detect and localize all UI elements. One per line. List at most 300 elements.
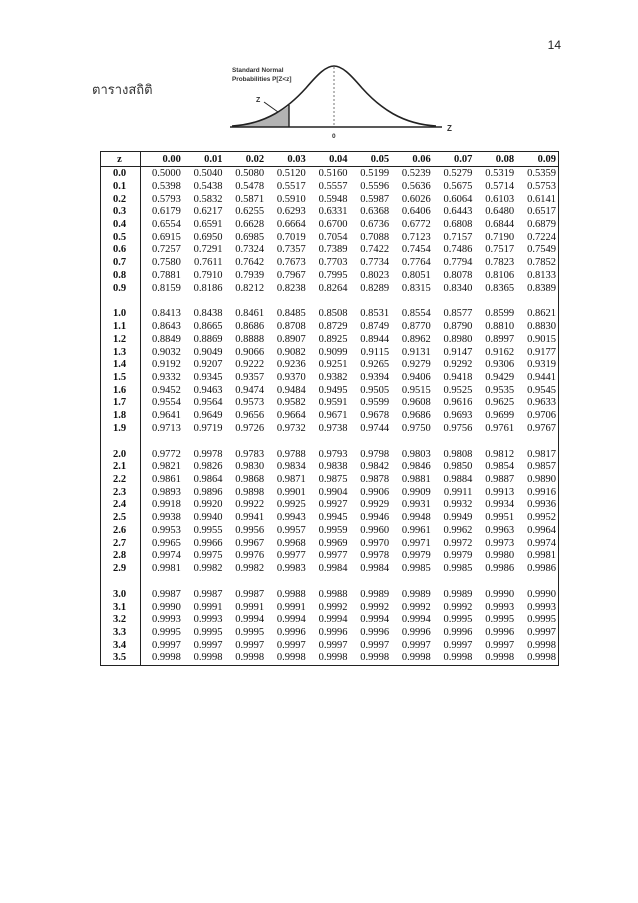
probability-cell: 0.9826 <box>193 461 223 473</box>
probability-cell: 0.9946 <box>360 512 390 524</box>
probability-cell: 0.5438 <box>193 181 223 193</box>
probability-cell: 0.5596 <box>360 181 390 193</box>
probability-cell: 0.9812 <box>485 448 515 460</box>
table-row <box>101 627 559 640</box>
z-table <box>100 151 559 666</box>
probability-cell: 0.9738 <box>318 422 348 434</box>
probability-cell: 0.9345 <box>193 371 223 383</box>
probability-cell: 0.9996 <box>443 626 473 638</box>
z-value-label: Z <box>256 97 261 104</box>
probability-cell: 0.5080 <box>235 168 265 180</box>
probability-cell: 0.9131 <box>401 346 431 358</box>
probability-cell: 0.9750 <box>401 422 431 434</box>
probability-cell: 0.9936 <box>527 499 556 511</box>
probability-cell: 0.6808 <box>443 219 473 231</box>
z-value-cell: 2.8 <box>101 550 141 563</box>
probability-cell: 0.9744 <box>360 422 390 434</box>
probability-cell: 0.8962 <box>401 333 431 345</box>
probability-cell: 0.6772 <box>401 219 431 231</box>
probability-cell: 0.9979 <box>443 550 473 562</box>
probability-cell: 0.9394 <box>360 371 390 383</box>
probability-cell: 0.7642 <box>235 257 265 269</box>
table-row <box>101 512 559 525</box>
probability-cell: 0.8577 <box>443 308 473 320</box>
probability-cell: 0.9525 <box>443 384 473 396</box>
probability-cell: 0.9332 <box>151 371 181 383</box>
header-col: 0.08 <box>474 152 516 167</box>
probability-cell: 0.9251 <box>318 359 348 371</box>
probability-cell: 0.9990 <box>151 601 181 613</box>
probability-cell: 0.9993 <box>151 614 181 626</box>
table-row <box>101 652 559 665</box>
probability-cell: 0.9985 <box>401 562 431 574</box>
header-col: 0.01 <box>183 152 225 167</box>
probability-cell: 0.9452 <box>151 384 181 396</box>
probability-cell: 0.7703 <box>318 257 348 269</box>
probability-cell: 0.9162 <box>485 346 515 358</box>
probability-cell: 0.8554 <box>401 308 431 320</box>
probability-cell: 0.8830 <box>527 321 556 333</box>
probability-cell: 0.8238 <box>276 282 306 294</box>
probability-cell: 0.9996 <box>318 626 348 638</box>
probability-cell: 0.5557 <box>318 181 348 193</box>
probability-cell: 0.5910 <box>276 193 306 205</box>
probability-cell: 0.9382 <box>318 371 348 383</box>
table-row <box>101 193 559 206</box>
table-row <box>101 499 559 512</box>
probability-cell: 0.6700 <box>318 219 348 231</box>
probability-cell: 0.8289 <box>360 282 390 294</box>
probability-cell: 0.8159 <box>151 282 181 294</box>
z-value-cell: 3.4 <box>101 639 141 652</box>
probability-cell: 0.9207 <box>193 359 223 371</box>
probability-cell: 0.9099 <box>318 346 348 358</box>
probability-cell: 0.9429 <box>485 371 515 383</box>
probability-cell: 0.9798 <box>360 448 390 460</box>
probability-cell: 0.9147 <box>443 346 473 358</box>
probability-cell: 0.7486 <box>443 244 473 256</box>
probability-cell: 0.7454 <box>401 244 431 256</box>
shaded-area <box>234 106 289 127</box>
probability-cell: 0.9803 <box>401 448 431 460</box>
probability-cell: 0.9817 <box>527 448 556 460</box>
probability-cell: 0.9625 <box>485 397 515 409</box>
probability-cell: 0.6915 <box>151 231 181 243</box>
probability-cell: 0.9871 <box>276 474 306 486</box>
probability-cell: 0.9599 <box>360 397 390 409</box>
probability-cell: 0.5675 <box>443 181 473 193</box>
probability-cell: 0.9991 <box>276 601 306 613</box>
table-row <box>101 639 559 652</box>
table-row <box>101 334 559 347</box>
probability-cell: 0.9901 <box>276 486 306 498</box>
table-row <box>101 270 559 283</box>
probability-cell: 0.9994 <box>401 614 431 626</box>
probability-cell: 0.5359 <box>527 168 556 180</box>
table-row <box>101 372 559 385</box>
probability-cell: 0.6141 <box>527 193 556 205</box>
probability-cell: 0.9868 <box>235 474 265 486</box>
header-col: 0.06 <box>391 152 433 167</box>
probability-cell: 0.9991 <box>193 601 223 613</box>
probability-cell: 0.9495 <box>318 384 348 396</box>
probability-cell: 0.9987 <box>235 588 265 600</box>
normal-curve-figure <box>226 60 466 152</box>
probability-cell: 0.9591 <box>318 397 348 409</box>
probability-cell: 0.9925 <box>276 499 306 511</box>
z-value-cell: 1.5 <box>101 372 141 385</box>
probability-cell: 0.9911 <box>443 486 473 498</box>
probability-cell: 0.8686 <box>235 321 265 333</box>
probability-cell: 0.9981 <box>151 562 181 574</box>
probability-cell: 0.9066 <box>235 346 265 358</box>
probability-cell: 0.9878 <box>360 474 390 486</box>
probability-cell: 0.9995 <box>485 614 515 626</box>
probability-cell: 0.9996 <box>485 626 515 638</box>
axis-label: Z <box>447 124 452 133</box>
probability-cell: 0.9996 <box>360 626 390 638</box>
probability-cell: 0.9990 <box>485 588 515 600</box>
z-value-cell: 1.7 <box>101 397 141 410</box>
z-value-cell: 0.3 <box>101 206 141 219</box>
table-row <box>101 167 559 181</box>
probability-cell: 0.9893 <box>151 486 181 498</box>
z-value-cell: 2.6 <box>101 525 141 538</box>
probability-cell: 0.9989 <box>443 588 473 600</box>
probability-cell: 0.6293 <box>276 206 306 218</box>
probability-cell: 0.8810 <box>485 321 515 333</box>
probability-cell: 0.8389 <box>527 282 556 294</box>
probability-cell: 0.9732 <box>276 422 306 434</box>
table-row <box>101 575 559 601</box>
probability-cell: 0.9991 <box>235 601 265 613</box>
table-row <box>101 295 559 321</box>
probability-cell: 0.9956 <box>235 524 265 536</box>
probability-cell: 0.9989 <box>360 588 390 600</box>
probability-cell: 0.8997 <box>485 333 515 345</box>
probability-cell: 0.9693 <box>443 410 473 422</box>
probability-cell: 0.9994 <box>318 614 348 626</box>
probability-cell: 0.8212 <box>235 282 265 294</box>
probability-cell: 0.9854 <box>485 461 515 473</box>
probability-cell: 0.6736 <box>360 219 390 231</box>
probability-cell: 0.9992 <box>443 601 473 613</box>
probability-cell: 0.9968 <box>276 537 306 549</box>
probability-cell: 0.7190 <box>485 231 515 243</box>
header-col: 0.09 <box>516 152 558 167</box>
probability-cell: 0.9980 <box>485 550 515 562</box>
probability-cell: 0.9192 <box>151 359 181 371</box>
probability-cell: 0.9949 <box>443 512 473 524</box>
probability-cell: 0.9995 <box>527 614 556 626</box>
probability-cell: 0.9922 <box>235 499 265 511</box>
probability-cell: 0.9989 <box>401 588 431 600</box>
probability-cell: 0.8599 <box>485 308 515 320</box>
probability-cell: 0.9995 <box>151 626 181 638</box>
probability-cell: 0.9788 <box>276 448 306 460</box>
probability-cell: 0.6985 <box>235 231 265 243</box>
probability-cell: 0.6368 <box>360 206 390 218</box>
probability-cell: 0.9881 <box>401 474 431 486</box>
table-row <box>101 435 559 461</box>
probability-cell: 0.9554 <box>151 397 181 409</box>
probability-cell: 0.9961 <box>401 524 431 536</box>
table-row <box>101 206 559 219</box>
probability-cell: 0.9987 <box>193 588 223 600</box>
probability-cell: 0.9975 <box>193 550 223 562</box>
probability-cell: 0.5517 <box>276 181 306 193</box>
page-number: 14 <box>547 38 561 52</box>
figure-label-line1: Standard Normal <box>232 67 284 74</box>
probability-cell: 0.9978 <box>360 550 390 562</box>
probability-cell: 0.6591 <box>193 219 223 231</box>
probability-cell: 0.9987 <box>151 588 181 600</box>
z-value-cell: 1.6 <box>101 384 141 397</box>
z-value-cell: 3.5 <box>101 652 141 665</box>
probability-cell: 0.9821 <box>151 461 181 473</box>
probability-cell: 0.9756 <box>443 422 473 434</box>
probability-cell: 0.6103 <box>485 193 515 205</box>
probability-cell: 0.9938 <box>151 512 181 524</box>
z-value-cell: 1.8 <box>101 410 141 423</box>
probability-cell: 0.9997 <box>443 639 473 651</box>
probability-cell: 0.7257 <box>151 244 181 256</box>
z-value-cell: 0.9 <box>101 282 141 295</box>
probability-cell: 0.8729 <box>318 321 348 333</box>
probability-cell: 0.9706 <box>527 410 556 422</box>
probability-cell: 0.9535 <box>485 384 515 396</box>
probability-cell: 0.7967 <box>276 269 306 281</box>
probability-cell: 0.9608 <box>401 397 431 409</box>
probability-cell: 0.8106 <box>485 269 515 281</box>
probability-cell: 0.8531 <box>360 308 390 320</box>
probability-cell: 0.9964 <box>527 524 556 536</box>
probability-cell: 0.9649 <box>193 410 223 422</box>
probability-cell: 0.8078 <box>443 269 473 281</box>
probability-cell: 0.9971 <box>401 537 431 549</box>
probability-cell: 0.7088 <box>360 231 390 243</box>
probability-cell: 0.9990 <box>527 588 556 600</box>
probability-cell: 0.9945 <box>318 512 348 524</box>
table-row <box>101 219 559 232</box>
probability-cell: 0.9357 <box>235 371 265 383</box>
probability-cell: 0.9998 <box>360 652 390 664</box>
figure-label-line2: Probabilities P[Z<z] <box>232 76 292 83</box>
probability-cell: 0.9505 <box>360 384 390 396</box>
probability-cell: 0.5948 <box>318 193 348 205</box>
probability-cell: 0.9965 <box>151 537 181 549</box>
probability-cell: 0.8438 <box>193 308 223 320</box>
header-col: 0.00 <box>141 152 183 167</box>
probability-cell: 0.9582 <box>276 397 306 409</box>
z-value-cell: 2.9 <box>101 563 141 576</box>
probability-cell: 0.9834 <box>276 461 306 473</box>
probability-cell: 0.9686 <box>401 410 431 422</box>
probability-cell: 0.9906 <box>360 486 390 498</box>
probability-cell: 0.9959 <box>318 524 348 536</box>
probability-cell: 0.9998 <box>527 639 556 651</box>
z-value-cell: 0.0 <box>101 167 141 181</box>
table-row <box>101 282 559 295</box>
probability-cell: 0.9515 <box>401 384 431 396</box>
probability-cell: 0.9998 <box>151 652 181 664</box>
probability-cell: 0.9997 <box>235 639 265 651</box>
probability-cell: 0.6217 <box>193 206 223 218</box>
probability-cell: 0.9997 <box>360 639 390 651</box>
zero-label: 0 <box>332 133 336 140</box>
probability-cell: 0.9979 <box>401 550 431 562</box>
probability-cell: 0.6443 <box>443 206 473 218</box>
probability-cell: 0.9884 <box>443 474 473 486</box>
table-body <box>101 167 559 666</box>
table-title: ตารางสถิติ <box>92 83 153 98</box>
probability-cell: 0.9406 <box>401 371 431 383</box>
z-value-cell: 2.4 <box>101 499 141 512</box>
probability-cell: 0.9984 <box>360 562 390 574</box>
probability-cell: 0.8023 <box>360 269 390 281</box>
probability-cell: 0.8365 <box>485 282 515 294</box>
probability-cell: 0.9699 <box>485 410 515 422</box>
probability-cell: 0.9998 <box>443 652 473 664</box>
z-value-cell: 0.8 <box>101 270 141 283</box>
probability-cell: 0.9641 <box>151 410 181 422</box>
probability-cell: 0.9049 <box>193 346 223 358</box>
probability-cell: 0.8790 <box>443 321 473 333</box>
probability-cell: 0.9474 <box>235 384 265 396</box>
probability-cell: 0.9838 <box>318 461 348 473</box>
probability-cell: 0.8708 <box>276 321 306 333</box>
probability-cell: 0.6517 <box>527 206 556 218</box>
probability-cell: 0.6879 <box>527 219 556 231</box>
probability-cell: 0.6026 <box>401 193 431 205</box>
probability-cell: 0.9981 <box>527 550 556 562</box>
probability-cell: 0.9904 <box>318 486 348 498</box>
probability-cell: 0.9997 <box>193 639 223 651</box>
probability-cell: 0.5319 <box>485 168 515 180</box>
probability-cell: 0.5040 <box>193 168 223 180</box>
table-row <box>101 486 559 499</box>
probability-cell: 0.9966 <box>193 537 223 549</box>
table-row <box>101 474 559 487</box>
probability-cell: 0.8051 <box>401 269 431 281</box>
probability-cell: 0.9997 <box>401 639 431 651</box>
probability-cell: 0.6179 <box>151 206 181 218</box>
probability-cell: 0.5398 <box>151 181 181 193</box>
probability-cell: 0.9988 <box>318 588 348 600</box>
probability-cell: 0.9767 <box>527 422 556 434</box>
probability-cell: 0.9898 <box>235 486 265 498</box>
normal-curve-svg <box>226 60 466 152</box>
probability-cell: 0.5160 <box>318 168 348 180</box>
probability-cell: 0.9943 <box>276 512 306 524</box>
probability-cell: 0.5987 <box>360 193 390 205</box>
probability-cell: 0.7794 <box>443 257 473 269</box>
probability-cell: 0.9960 <box>360 524 390 536</box>
z-value-cell: 1.2 <box>101 334 141 347</box>
probability-cell: 0.9998 <box>318 652 348 664</box>
z-value-cell: 2.1 <box>101 461 141 474</box>
z-value-cell: 1.0 <box>101 295 141 321</box>
probability-cell: 0.6255 <box>235 206 265 218</box>
header-col: 0.04 <box>308 152 350 167</box>
probability-cell: 0.8621 <box>527 308 556 320</box>
probability-cell: 0.9671 <box>318 410 348 422</box>
probability-cell: 0.7324 <box>235 244 265 256</box>
probability-cell: 0.9861 <box>151 474 181 486</box>
probability-cell: 0.5714 <box>485 181 515 193</box>
probability-cell: 0.7054 <box>318 231 348 243</box>
probability-cell: 0.9842 <box>360 461 390 473</box>
z-pointer <box>264 102 278 112</box>
probability-cell: 0.7910 <box>193 269 223 281</box>
probability-cell: 0.9319 <box>527 359 556 371</box>
probability-cell: 0.9977 <box>318 550 348 562</box>
probability-cell: 0.9952 <box>527 512 556 524</box>
probability-cell: 0.9974 <box>151 550 181 562</box>
z-value-cell: 3.3 <box>101 627 141 640</box>
z-value-cell: 1.1 <box>101 321 141 334</box>
probability-cell: 0.7157 <box>443 231 473 243</box>
z-value-cell: 3.0 <box>101 575 141 601</box>
table-row <box>101 410 559 423</box>
z-value-cell: 3.2 <box>101 614 141 627</box>
table-row <box>101 244 559 257</box>
z-value-cell: 3.1 <box>101 601 141 614</box>
probability-cell: 0.9929 <box>360 499 390 511</box>
probability-cell: 0.9969 <box>318 537 348 549</box>
probability-cell: 0.9370 <box>276 371 306 383</box>
probability-cell: 0.9918 <box>151 499 181 511</box>
probability-cell: 0.9931 <box>401 499 431 511</box>
probability-cell: 0.9993 <box>527 601 556 613</box>
probability-cell: 0.7881 <box>151 269 181 281</box>
probability-cell: 0.9564 <box>193 397 223 409</box>
probability-cell: 0.5753 <box>527 181 556 193</box>
probability-cell: 0.9985 <box>443 562 473 574</box>
probability-cell: 0.8413 <box>151 308 181 320</box>
probability-cell: 0.9484 <box>276 384 306 396</box>
probability-cell: 0.8749 <box>360 321 390 333</box>
probability-cell: 0.9955 <box>193 524 223 536</box>
z-value-cell: 0.2 <box>101 193 141 206</box>
probability-cell: 0.8485 <box>276 308 306 320</box>
probability-cell: 0.9977 <box>276 550 306 562</box>
probability-cell: 0.8849 <box>151 333 181 345</box>
probability-cell: 0.7224 <box>527 231 556 243</box>
table-row <box>101 550 559 563</box>
probability-cell: 0.7389 <box>318 244 348 256</box>
header-z: z <box>101 152 141 167</box>
z-value-cell: 0.1 <box>101 181 141 194</box>
table-row <box>101 601 559 614</box>
probability-cell: 0.8907 <box>276 333 306 345</box>
table-row <box>101 525 559 538</box>
probability-cell: 0.8133 <box>527 269 556 281</box>
z-value-cell: 2.3 <box>101 486 141 499</box>
probability-cell: 0.8643 <box>151 321 181 333</box>
table-row <box>101 461 559 474</box>
probability-cell: 0.9875 <box>318 474 348 486</box>
z-value-cell: 1.4 <box>101 359 141 372</box>
probability-cell: 0.7291 <box>193 244 223 256</box>
probability-cell: 0.7611 <box>193 257 223 269</box>
probability-cell: 0.7580 <box>151 257 181 269</box>
probability-cell: 0.6406 <box>401 206 431 218</box>
probability-cell: 0.9998 <box>485 652 515 664</box>
probability-cell: 0.6331 <box>318 206 348 218</box>
z-value-cell: 0.4 <box>101 219 141 232</box>
probability-cell: 0.9997 <box>151 639 181 651</box>
